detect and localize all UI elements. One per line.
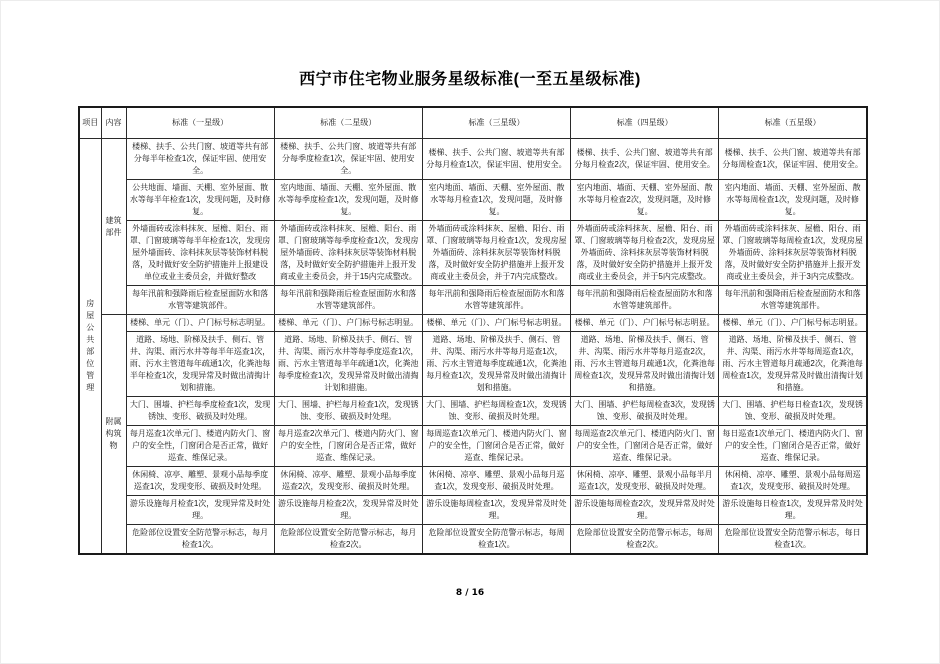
- standard-cell: 外墙面砖或涂料抹灰、屋檐、阳台、雨罩、门窗玻璃等每周检查1次，发现房屋外墙面砖、涂料抹灰层等装饰材料脱落，及时做好安全防护措施并上报开发商或业主委员会，并于3内完成整改。: [719, 221, 867, 286]
- header-standard-3-star: 标准（三星级）: [422, 107, 570, 139]
- standard-cell: 危险部位设置安全防范警示标志，每日检查1次。: [719, 525, 867, 555]
- table-row: [79, 180, 867, 221]
- standard-cell: 楼梯、扶手、公共门窗、坡道等共有部分每周检查1次，保证牢固、使用安全。: [719, 139, 867, 180]
- table-row: [79, 286, 867, 315]
- standard-cell: 外墙面砖或涂料抹灰、屋檐、阳台、雨罩、门窗玻璃等每月检查2次，发现房屋外墙面砖、涂料抹灰层等装饰材料脱落，及时做好安全防护措施并上报开发商或业主委员会，并于5内完成整改。: [571, 221, 719, 286]
- standard-cell: 危险部位设置安全防范警示标志，每月检查1次。: [126, 525, 274, 555]
- standard-cell: 楼梯、扶手、公共门窗、坡道等共有部分每半年检查1次，保证牢固、使用安全。: [126, 139, 274, 180]
- standard-cell: 楼梯、单元（门）、户门标号标志明显。: [571, 315, 719, 332]
- standard-cell: 室内地面、墙面、天棚、室外屋面、散水等每季度检查1次，发现问题，及时修复。: [274, 180, 422, 221]
- table-row: [79, 397, 867, 426]
- standard-cell: 休闲椅、凉亭、雕塑、景观小品每月巡查1次，发现变形、破损及时处理。: [422, 467, 570, 496]
- table-row: [79, 426, 867, 467]
- standard-cell: 每年汛前和强降雨后检查屋面防水和落水管等建筑部件。: [719, 286, 867, 315]
- standard-cell: 外墙面砖或涂料抹灰、屋檐、阳台、雨罩、门窗玻璃等每季度检查1次，发现房屋外墙面砖、涂料抹灰层等装饰材料脱落，及时做好安全防护措施并上报开发商或业主委员会，并于15内完成整改。: [274, 221, 422, 286]
- standard-cell: 公共地面、墙面、天棚、室外屋面、散水等每半年检查1次，发现问题，及时修复。: [126, 180, 274, 221]
- table-row: [79, 525, 867, 555]
- table-row: [79, 315, 867, 332]
- standard-cell: 室内地面、墙面、天棚、室外屋面、散水等每月检查1次，发现问题，及时修复。: [422, 180, 570, 221]
- project-group-label: 房屋公共部位管理: [79, 139, 101, 555]
- header-standard-2-star: 标准（二星级）: [274, 107, 422, 139]
- content-section-label: 附属构筑物: [101, 315, 126, 555]
- star-standards-table: [78, 106, 868, 555]
- standard-cell: 危险部位设置安全防范警示标志，每月检查2次。: [274, 525, 422, 555]
- standard-cell: 道路、场地、阶梯及扶手、侧石、管井、沟渠、雨污水井等每周巡查1次，雨、污水主管道每月疏通2次，化粪池每周检查1次，发现异常及时做出清掏计划和措施。: [719, 332, 867, 397]
- header-project-column: 项目: [79, 107, 101, 139]
- standard-cell: 楼梯、单元（门）、户门标号标志明显。: [274, 315, 422, 332]
- standard-cell: 游乐设施每周检查1次，发现异常及时处理。: [422, 496, 570, 525]
- standard-cell: 每年汛前和强降雨后检查屋面防水和落水管等建筑部件。: [422, 286, 570, 315]
- standard-cell: 室内地面、墙面、天棚、室外屋面、散水等每周检查1次，发现问题，及时修复。: [719, 180, 867, 221]
- standard-cell: 室内地面、墙面、天棚、室外屋面、散水等每月检查2次，发现问题，及时修复。: [571, 180, 719, 221]
- header-standard-4-star: 标准（四星级）: [571, 107, 719, 139]
- standard-cell: 楼梯、扶手、公共门窗、坡道等共有部分每月检查2次，保证牢固、使用安全。: [571, 139, 719, 180]
- standard-cell: 外墙面砖或涂料抹灰、屋檐、阳台、雨罩、门窗玻璃等每半年检查1次，发现房屋外墙面砖、涂料抹灰层等装饰材料脱落，及时做好安全防护措施并上报建设单位或业主委员会，并做好整改: [126, 221, 274, 286]
- standard-cell: 楼梯、单元（门）、户门标号标志明显。: [719, 315, 867, 332]
- standard-cell: 休闲椅、凉亭、雕塑、景观小品每季度巡查1次，发现变形、破损及时处理。: [126, 467, 274, 496]
- table-row: [79, 467, 867, 496]
- standard-cell: 大门、围墙、护栏每月检查1次，发现锈蚀、变形、破损及时处理。: [274, 397, 422, 426]
- standard-cell: 楼梯、单元（门）、户门标号标志明显。: [126, 315, 274, 332]
- standard-cell: 每月巡查1次单元门、楼道内防火门、窗户的安全性，门窗闭合是否正常，做好巡查、维保记录。: [126, 426, 274, 467]
- standard-cell: 休闲椅、凉亭、雕塑、景观小品每周巡查1次，发现变形、破损及时处理。: [719, 467, 867, 496]
- standard-cell: 外墙面砖或涂料抹灰、屋檐、阳台、雨罩、门窗玻璃等每月检查1次，发现房屋外墙面砖、涂料抹灰层等装饰材料脱落，及时做好安全防护措施并上报开发商或业主委员会，并于7内完成整改。: [422, 221, 570, 286]
- standard-cell: 道路、场地、阶梯及扶手、侧石、管井、沟渠、雨污水井等每季度巡查1次，雨、污水主管道每半年疏通1次，化粪池每季度检查1次，发现异常及时做出清掏计划和措施。: [274, 332, 422, 397]
- standard-cell: 大门、围墙、护栏每周检查3次，发现锈蚀、变形、破损及时处理。: [571, 397, 719, 426]
- standard-cell: 楼梯、扶手、公共门窗、坡道等共有部分每月检查1次，保证牢固、使用安全。: [422, 139, 570, 180]
- standard-cell: 游乐设施每周检查2次，发现异常及时处理。: [571, 496, 719, 525]
- standard-cell: 游乐设施每月检查1次，发现异常及时处理。: [126, 496, 274, 525]
- header-content-column: 内容: [101, 107, 126, 139]
- header-standard-5-star: 标准（五星级）: [719, 107, 867, 139]
- standard-cell: 每年汛前和强降雨后检查屋面防水和落水管等建筑部件。: [274, 286, 422, 315]
- standard-cell: 每月巡查2次单元门、楼道内防火门、窗户的安全性，门窗闭合是否正常，做好巡查、维保记录。: [274, 426, 422, 467]
- standard-cell: 大门、围墙、护栏每周检查1次，发现锈蚀、变形、破损及时处理。: [422, 397, 570, 426]
- table-header-row: [79, 107, 867, 139]
- header-standard-1-star: 标准（一星级）: [126, 107, 274, 139]
- standard-cell: 每周巡查1次单元门、楼道内防火门、窗户的安全性，门窗闭合是否正常，做好巡查、维保记录。: [422, 426, 570, 467]
- standard-cell: 大门、围墙、护栏每日检查1次，发现锈蚀、变形、破损及时处理。: [719, 397, 867, 426]
- table-row: [79, 139, 867, 180]
- standard-cell: 楼梯、扶手、公共门窗、坡道等共有部分每季度检查1次，保证牢固、使用安全。: [274, 139, 422, 180]
- table-row: [79, 332, 867, 397]
- standard-cell: 危险部位设置安全防范警示标志，每周检查1次。: [422, 525, 570, 555]
- page-title: 西宁市住宅物业服务星级标准(一至五星级标准): [299, 71, 641, 88]
- standard-cell: 楼梯、单元（门）、户门标号标志明显。: [422, 315, 570, 332]
- standard-cell: 大门、围墙、护栏每季度检查1次，发现锈蚀、变形、破损及时处理。: [126, 397, 274, 426]
- standard-cell: 每年汛前和强降雨后检查屋面防水和落水管等建筑部件。: [571, 286, 719, 315]
- standard-cell: 每年汛前和强降雨后检查屋面防水和落水管等建筑部件。: [126, 286, 274, 315]
- standard-cell: 危险部位设置安全防范警示标志，每周检查2次。: [571, 525, 719, 555]
- standard-cell: 道路、场地、阶梯及扶手、侧石、管井、沟渠、雨污水井等每月巡查1次，雨、污水主管道每季度疏通1次，化粪池每月检查1次，发现异常及时做出清掏计划和措施。: [422, 332, 570, 397]
- standard-cell: 休闲椅、凉亭、雕塑、景观小品每半月巡查1次，发现变形、破损及时处理。: [571, 467, 719, 496]
- standard-cell: 道路、场地、阶梯及扶手、侧石、管井、沟渠、雨污水井等每月巡查2次，雨、污水主管道每月疏通1次，化粪池每周检查1次，发现异常及时做出清掏计划和措施。: [571, 332, 719, 397]
- standard-cell: 道路、场地、阶梯及扶手、侧石、管井、沟渠、雨污水井等每半年巡查1次，雨、污水主管道每年疏通1次，化粪池每半年检查1次，发现异常及时做出清掏计划和措施。: [126, 332, 274, 397]
- content-section-label: 建筑部件: [101, 139, 126, 315]
- standard-cell: 每日巡查1次单元门、楼道内防火门、窗户的安全性，门窗闭合是否正常，做好巡查、维保记录。: [719, 426, 867, 467]
- standard-cell: 游乐设施每日检查1次，发现异常及时处理。: [719, 496, 867, 525]
- standard-cell: 每周巡查2次单元门、楼道内防火门、窗户的安全性，门窗闭合是否正常，做好巡查、维保记录。: [571, 426, 719, 467]
- standard-cell: 休闲椅、凉亭、雕塑、景观小品每季度巡查2次，发现变形、破损及时处理。: [274, 467, 422, 496]
- standard-cell: 游乐设施每月检查2次，发现异常及时处理。: [274, 496, 422, 525]
- table-row: [79, 221, 867, 286]
- table-row: [79, 496, 867, 525]
- page-number: 8 / 16: [455, 588, 485, 598]
